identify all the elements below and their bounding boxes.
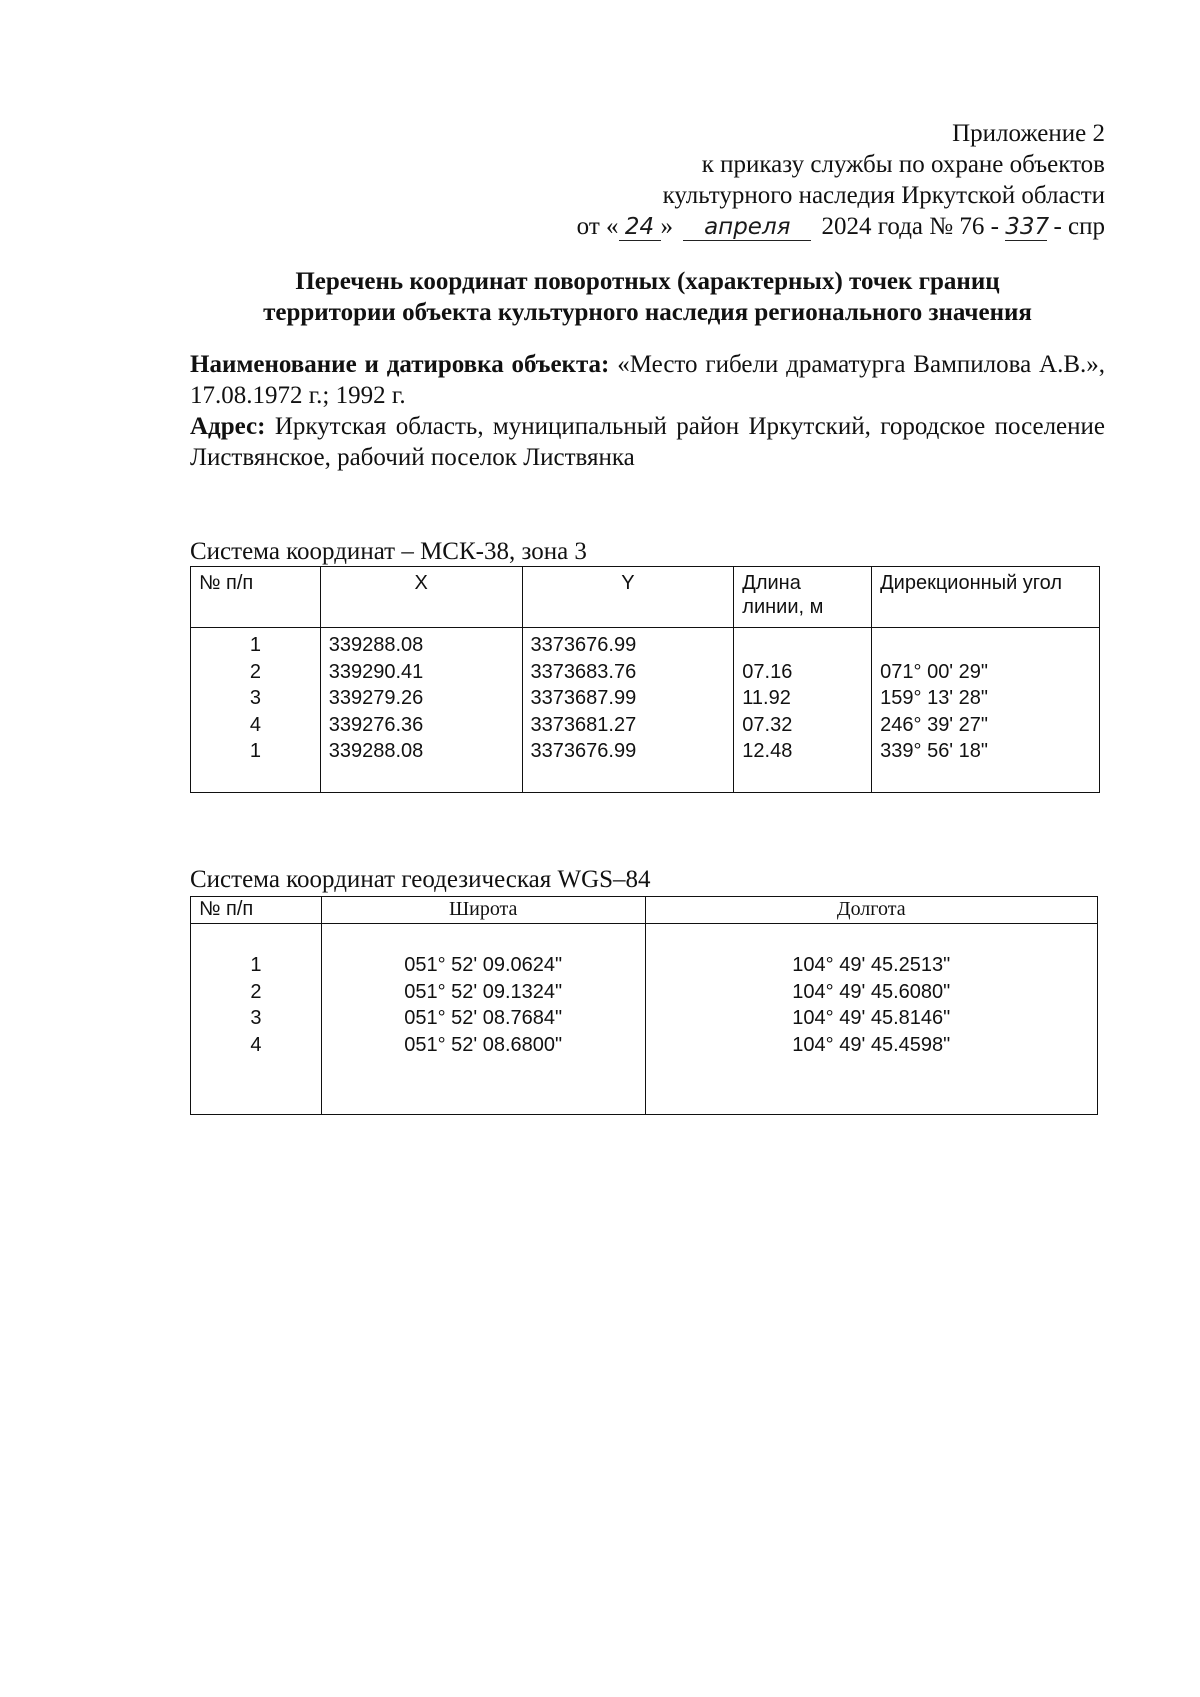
angle-value: 339° 56' 18" [880, 740, 989, 762]
length-column [734, 628, 872, 793]
angle-value: 246° 39' 27" [880, 713, 989, 736]
appendix-order-line: к приказу службы по охране объектов [701, 151, 1105, 178]
y-value: 3373683.76 [530, 660, 637, 683]
y-value: 3373687.99 [530, 687, 637, 709]
col-header-y: Y [522, 567, 734, 628]
x-value: 339279.26 [328, 687, 424, 709]
point-number: 4 [249, 713, 261, 736]
date-prefix: от « [576, 213, 619, 240]
address-paragraph [190, 411, 1105, 473]
point-number: 2 [249, 660, 261, 683]
longitude-value: 104° 49' 45.2513" [792, 954, 951, 976]
longitude-value: 104° 49' 45.4598" [792, 1033, 951, 1056]
x-value: 339288.08 [328, 740, 424, 762]
latitude-value: 051° 52' 09.1324" [404, 980, 563, 1003]
length-value: 11.92 [742, 687, 791, 709]
appendix-date-line [405, 211, 1105, 242]
object-name-label: Наименование и датировка объекта: [190, 351, 610, 378]
point-number: 4 [250, 1033, 262, 1056]
longitude-value: 104° 49' 45.6080" [792, 980, 951, 1003]
longitude-value: 104° 49' 45.8146" [792, 1007, 951, 1029]
point-number: 1 [249, 740, 261, 762]
msk-coordinates-table [190, 566, 1100, 793]
col-header-number: № п/п [191, 897, 322, 924]
y-column [522, 628, 734, 793]
date-quote-close: » [660, 213, 674, 240]
col-header-longitude: Долгота [645, 897, 1097, 924]
point-number: 1 [249, 634, 261, 656]
angle-column [872, 628, 1100, 793]
point-number: 3 [250, 1007, 262, 1029]
y-value: 3373681.27 [530, 713, 637, 736]
longitude-column [645, 924, 1097, 1115]
angle-value: 159° 13' 28" [880, 687, 989, 709]
col-header-latitude: Широта [321, 897, 645, 924]
address-value: Иркутская область, муниципальный район Иркутский, городское поселение Листвянское, рабочий поселок Листвянка [190, 413, 1105, 471]
length-value: 07.16 [742, 660, 793, 683]
length-value: 07.32 [742, 713, 793, 736]
title-line-2: территории объекта культурного наследия регионального значения [263, 299, 1032, 326]
msk-table-caption: Система координат – МСК-38, зона 3 [190, 538, 587, 565]
x-value: 339290.41 [328, 660, 424, 683]
point-number: 3 [249, 687, 261, 709]
y-value: 3373676.99 [530, 634, 637, 656]
latitude-value: 051° 52' 09.0624" [404, 954, 563, 976]
x-column [320, 628, 522, 793]
handwritten-day: 24 [619, 214, 661, 241]
x-value: 339288.08 [328, 634, 424, 656]
appendix-title: Приложение 2 [952, 120, 1105, 147]
title-line-1: Перечень координат поворотных (характерных) точек границ [295, 268, 1000, 295]
y-value: 3373676.99 [530, 740, 637, 762]
handwritten-month: апреля [683, 214, 811, 241]
order-suffix: - спр [1053, 213, 1105, 240]
table-body-row [191, 924, 1098, 1115]
wgs-table-caption: Система координат геодезическая WGS–84 [190, 866, 651, 893]
col-header-x: X [320, 567, 522, 628]
table-body-row [191, 628, 1100, 793]
length-value [742, 632, 863, 659]
point-number-column [191, 628, 321, 793]
latitude-value: 051° 52' 08.6800" [404, 1033, 563, 1056]
handwritten-order-number: 337 [1005, 214, 1050, 240]
col-header-angle: Дирекционный угол [872, 567, 1100, 628]
wgs-coordinates-table [190, 896, 1098, 1115]
object-name-value: «Место гибели драматурга Вампилова А.В.», 17.08.1972 г.; 1992 г. [190, 351, 1105, 409]
col-header-length: Длина линии, м [734, 567, 872, 628]
order-year-text: 2024 года № 76 - [821, 213, 999, 240]
point-number: 2 [250, 980, 262, 1003]
table-header-row [191, 567, 1100, 628]
address-label: Адрес: [190, 413, 266, 440]
latitude-value: 051° 52' 08.7684" [404, 1007, 563, 1029]
appendix-service-line: культурного наследия Иркутской области [662, 182, 1105, 209]
point-number-column [191, 924, 322, 1115]
length-value: 12.48 [742, 740, 793, 762]
col-header-number: № п/п [191, 567, 321, 628]
object-name-paragraph [190, 349, 1105, 411]
angle-value: 071° 00' 29" [880, 660, 989, 683]
point-number: 1 [250, 954, 262, 976]
angle-value [880, 632, 1091, 659]
latitude-column [321, 924, 645, 1115]
x-value: 339276.36 [328, 713, 424, 736]
appendix-block [405, 118, 1105, 242]
document-title [190, 266, 1105, 328]
table-header-row [191, 897, 1098, 924]
